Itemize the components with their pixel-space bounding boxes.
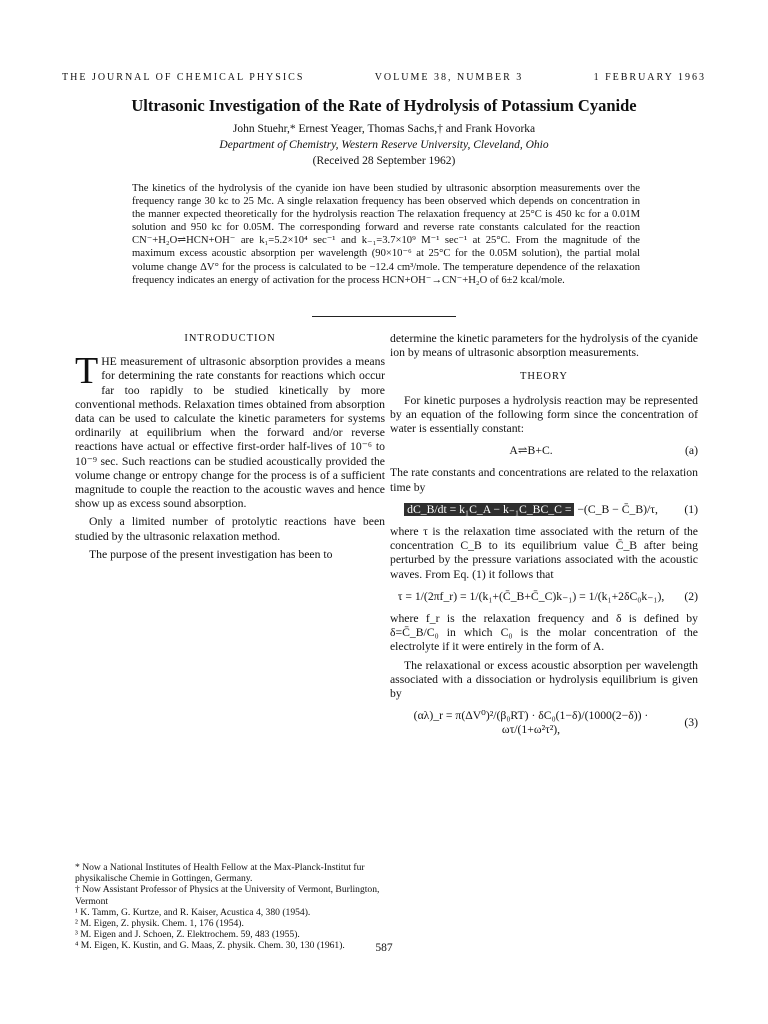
intro-heading: INTRODUCTION: [184, 333, 276, 344]
equation-3: [390, 709, 698, 737]
theory-heading: THEORY: [520, 371, 568, 383]
footnote: † Now Assistant Professor of Physics at the University of Vermont, Burlington, Vermont: [75, 884, 380, 907]
footnote: ⁴ M. Eigen, K. Kustin, and G. Maas, Z. physik. Chem. 30, 130 (1961).: [75, 940, 345, 952]
intro-paragraph-2: Only a limited number of protolytic reactions have been studied by the ultrasonic relaxation method.: [75, 515, 385, 543]
intro-continuation: determine the kinetic parameters for the hydrolysis of the cyanide ion by means of ultrasonic absorption measurements.: [390, 332, 698, 360]
equation-a: [390, 444, 698, 458]
intro-paragraph-1-text: HE measurement of ultrasonic absorption provides a means for determining the rate constants for reactions which occur far too rapidly to be studied kinetically by more conventional methods. Relaxation times obtained from absorption data can be used to calculate the kinetic parameters for systems ordinarily at equilibrium when the forward and/or reverse reactions have actual or effective first-order half-lives of 10⁻⁶ to 10⁻⁹ sec. Such reactions can be studied acoustically provided the volume change or entropy change for the process is of a sufficient magnitude to couple the reaction to the acoustic waves and hence show up as excess sound absorption.: [75, 355, 385, 511]
right-column: [390, 332, 698, 746]
equation-1: [390, 503, 698, 517]
equation-a-body: A⇌B+C.: [509, 444, 553, 458]
journal-name: THE JOURNAL OF CHEMICAL PHYSICS: [62, 72, 305, 83]
left-column: [75, 332, 385, 566]
footnote: ³ M. Eigen and J. Schoen, Z. Elektrochem. 59, 483 (1955).: [75, 929, 300, 941]
section-divider: [312, 316, 456, 317]
affiliation: Department of Chemistry, Western Reserve University, Cleveland, Ohio: [219, 139, 549, 151]
footnote: * Now a National Institutes of Health Fellow at the Max-Planck-Institut fur physikalische Chemie in Gottingen, Germany.: [75, 862, 365, 885]
page-number: 587: [375, 942, 393, 954]
equation-2: [390, 590, 698, 604]
drop-cap: T: [75, 350, 99, 393]
equation-3-body: (αλ)_r = π(ΔV⁰)²/(β₀RT) · δC₀(1−δ)/(1000(2−δ)) · ωτ/(1+ω²τ²),: [413, 709, 649, 737]
issue-date: 1 FEBRUARY 1963: [593, 72, 706, 83]
footnotes: [75, 862, 385, 952]
equation-1-rest: −(C_B − C̄_B)/τ,: [574, 502, 658, 516]
footnote: ¹ K. Tamm, G. Kurtze, and R. Kaiser, Acustica 4, 380 (1954).: [75, 906, 311, 918]
abstract: The kinetics of the hydrolysis of the cyanide ion have been studied by ultrasonic absorption measurements over the frequency range 30 kc to 25 Mc. A single relaxation frequency has been observed which depends on concentration in the manner expected theoretically for the hydrolysis reaction The relaxation frequency at 25°C is 450 kc for a 0.01M solution and 950 kc for 0.05M. The corresponding forward and reverse rate constants calculated for the reaction CN⁻+H₂O⇌HCN+OH⁻ are k₁=5.2×10⁴ sec⁻¹ and k₋₁=3.7×10⁹ M⁻¹ sec⁻¹ at 25°C. From the magnitude of the maximum excess acoustic absorption per wavelength (90×10⁻⁶ at 25°C for the 0.05M solution), the partial molal volume change ΔV° for the process is calculated to be −12.4 cm³/mole. The temperature dependence of the relaxation frequency indicates an energy of activation for the process HCN+OH⁻→CN⁻+H₂O of 6±2 kcal/mole.: [132, 183, 640, 286]
paper-title: Ultrasonic Investigation of the Rate of Hydrolysis of Potassium Cyanide: [131, 96, 637, 115]
running-header: [62, 72, 706, 83]
footnote: ² M. Eigen, Z. physik. Chem. 1, 176 (1954).: [75, 918, 244, 930]
equation-1-label: (1): [684, 502, 698, 516]
theory-paragraph-2: The rate constants and concentrations are related to the relaxation time by: [390, 466, 698, 494]
volume-number: VOLUME 38, NUMBER 3: [374, 72, 524, 83]
intro-paragraph-3: The purpose of the present investigation has been to: [89, 547, 333, 561]
equation-1-highlighted: dC_B/dt = k₁C_A − k₋₁C_BC_C =: [404, 503, 574, 516]
equation-3-label: (3): [684, 716, 698, 730]
theory-paragraph-5: The relaxational or excess acoustic absorption per wavelength associated with a dissociation or hydrolysis equilibrium is given by: [390, 658, 698, 701]
equation-2-label: (2): [684, 589, 698, 603]
intro-paragraph-1: [75, 350, 385, 511]
author-list: John Stuehr,* Ernest Yeager, Thomas Sachs,† and Frank Hovorka: [232, 123, 536, 135]
equation-2-body: τ = 1/(2πf_r) = 1/(k₁+(C̄_B+C̄_C)k₋₁) = 1/(k₁+2δC₀k₋₁),: [397, 589, 665, 603]
theory-paragraph-4: where f_r is the relaxation frequency and δ is defined by δ=C̄_B/C₀ in which C₀ is the molar concentration of the electrolyte if it were entirely in the form of A.: [390, 612, 698, 654]
theory-paragraph-3: where τ is the relaxation time associated with the return of the concentration C_B to its equilibrium value C̄_B after being perturbed by the pressure variations associated with the acoustic waves. From Eq. (1) it follows that: [390, 525, 698, 581]
received-date: (Received 28 September 1962): [312, 155, 456, 167]
equation-a-label: (a): [685, 444, 698, 458]
theory-paragraph-1: For kinetic purposes a hydrolysis reaction may be represented by an equation of the following form since the concentration of water is essentially constant:: [390, 393, 698, 436]
